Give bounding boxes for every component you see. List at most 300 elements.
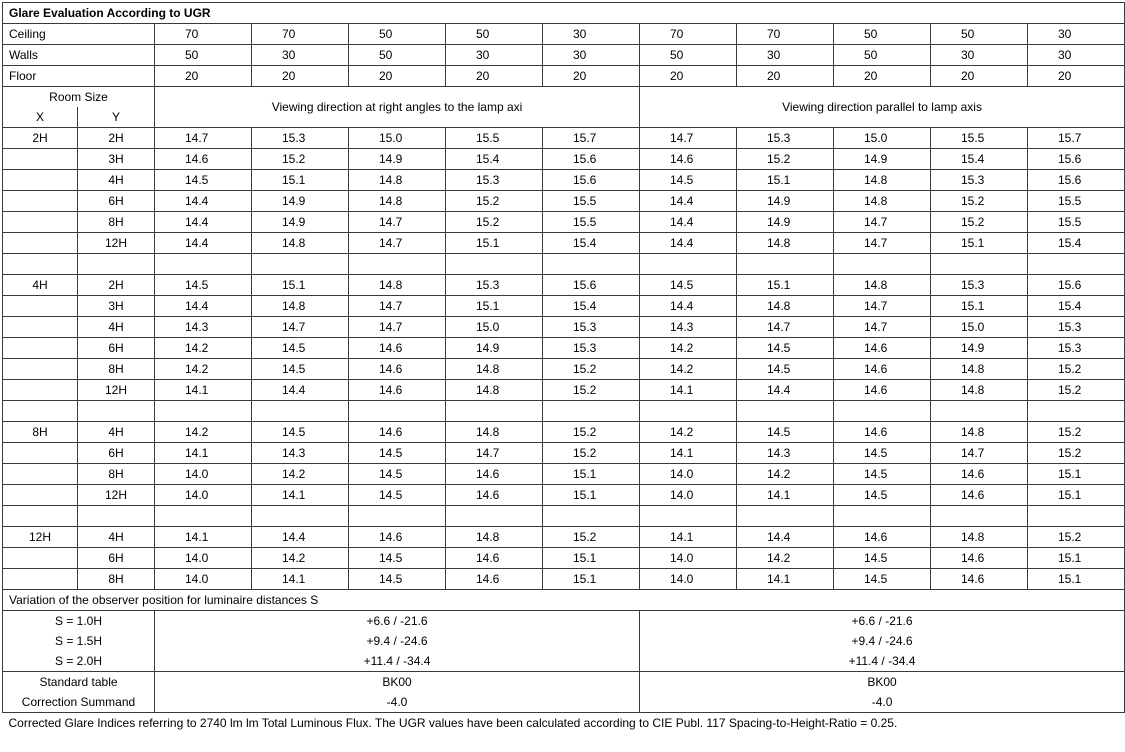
reflectance-cell: 50	[931, 24, 1028, 45]
ugr-value: 14.1	[640, 443, 737, 464]
group-spacer	[3, 401, 1125, 422]
ugr-value: 14.1	[640, 380, 737, 401]
ugr-value: 14.1	[252, 569, 349, 590]
ugr-value: 15.7	[543, 128, 640, 149]
ugr-value: 14.0	[155, 464, 252, 485]
spacer-cell	[834, 506, 931, 527]
ugr-value: 15.2	[543, 422, 640, 443]
ugr-value: 14.3	[640, 317, 737, 338]
ugr-value: 14.6	[349, 380, 446, 401]
variation-label: S = 1.5H	[3, 631, 155, 651]
ugr-value: 14.8	[349, 170, 446, 191]
ugr-table	[2, 2, 1125, 733]
spacer-cell	[931, 254, 1028, 275]
ugr-value: 14.6	[446, 464, 543, 485]
x-value	[3, 149, 78, 170]
x-value	[3, 548, 78, 569]
ugr-value: 14.6	[834, 380, 931, 401]
ugr-value: 15.3	[931, 170, 1028, 191]
ugr-value: 15.6	[1028, 149, 1125, 170]
ugr-report-page	[0, 2, 1082, 752]
ugr-value: 15.1	[543, 485, 640, 506]
ugr-value: 14.5	[640, 170, 737, 191]
x-value	[3, 212, 78, 233]
ugr-value: 14.5	[834, 548, 931, 569]
x-value	[3, 170, 78, 191]
ugr-value: 14.9	[446, 338, 543, 359]
ugr-value: 15.5	[931, 128, 1028, 149]
ugr-value: 14.6	[446, 485, 543, 506]
ugr-value: 14.4	[737, 380, 834, 401]
ugr-value: 14.5	[252, 338, 349, 359]
y-value: 4H	[78, 317, 155, 338]
ugr-value: 14.7	[737, 317, 834, 338]
reflectance-cell: 20	[737, 66, 834, 87]
x-value	[3, 233, 78, 254]
title-row	[3, 3, 1125, 24]
ugr-value: 14.1	[155, 380, 252, 401]
ugr-value: 15.3	[252, 128, 349, 149]
view-direction-perpendicular-header: Viewing direction at right angles to the lamp axi	[155, 87, 640, 128]
reflectance-cell: 50	[155, 45, 252, 66]
ugr-value: 14.7	[931, 443, 1028, 464]
ugr-value: 15.3	[446, 170, 543, 191]
ugr-value: 15.3	[931, 275, 1028, 296]
ugr-value: 15.1	[543, 548, 640, 569]
x-header: X	[3, 107, 78, 128]
spacer-cell	[446, 401, 543, 422]
spacer-cell	[834, 254, 931, 275]
spacer-cell	[543, 401, 640, 422]
reflectance-cell: 50	[349, 24, 446, 45]
ugr-value: 15.5	[543, 191, 640, 212]
table-row	[3, 275, 1125, 296]
ugr-value: 14.5	[252, 359, 349, 380]
spacer-cell	[737, 401, 834, 422]
ugr-value: 14.8	[446, 422, 543, 443]
ugr-value: 14.8	[834, 191, 931, 212]
x-value	[3, 296, 78, 317]
reflectance-cell: 70	[737, 24, 834, 45]
variation-title-row	[3, 590, 1125, 611]
reflectance-cell: 50	[446, 24, 543, 45]
ugr-value: 15.6	[543, 275, 640, 296]
reflectance-cell: 20	[155, 66, 252, 87]
ugr-value: 15.1	[1028, 569, 1125, 590]
ugr-value: 14.4	[252, 380, 349, 401]
x-value	[3, 464, 78, 485]
ugr-value: 14.4	[640, 191, 737, 212]
ugr-value: 15.1	[1028, 548, 1125, 569]
reflectance-row-floor	[3, 66, 1125, 87]
x-value	[3, 359, 78, 380]
ugr-value: 15.2	[543, 380, 640, 401]
ugr-value: 15.1	[543, 569, 640, 590]
ugr-value: 14.8	[349, 275, 446, 296]
reflectance-cell: 20	[252, 66, 349, 87]
ugr-value: 14.7	[349, 233, 446, 254]
ugr-value: 14.4	[155, 191, 252, 212]
ugr-value: 15.2	[446, 191, 543, 212]
reflectance-cell: 70	[252, 24, 349, 45]
ugr-value: 15.3	[1028, 317, 1125, 338]
ugr-value: 14.1	[737, 569, 834, 590]
ugr-value: 14.3	[155, 317, 252, 338]
correction-summand-value-parallel: -4.0	[640, 692, 1125, 713]
ugr-value: 14.4	[155, 233, 252, 254]
ugr-value: 14.1	[252, 485, 349, 506]
ugr-value: 14.4	[640, 212, 737, 233]
ugr-value: 14.7	[155, 128, 252, 149]
spacer-cell	[1028, 401, 1125, 422]
ugr-value: 15.6	[543, 170, 640, 191]
reflectance-cell: 50	[834, 24, 931, 45]
ugr-value: 14.8	[252, 233, 349, 254]
ugr-value: 15.5	[446, 128, 543, 149]
ugr-value: 14.5	[640, 275, 737, 296]
reflectance-cell: 30	[446, 45, 543, 66]
spacer-cell	[349, 254, 446, 275]
reflectance-label-floor: Floor	[3, 66, 155, 87]
ugr-value: 14.5	[349, 443, 446, 464]
ugr-value: 15.1	[252, 275, 349, 296]
spacer-cell	[1028, 254, 1125, 275]
ugr-value: 14.9	[349, 149, 446, 170]
standard-table-label: Standard table	[3, 672, 155, 693]
spacer-cell	[737, 506, 834, 527]
reflectance-cell: 20	[1028, 66, 1125, 87]
ugr-value: 15.1	[737, 170, 834, 191]
table-row	[3, 464, 1125, 485]
ugr-value: 14.6	[446, 569, 543, 590]
table-row	[3, 212, 1125, 233]
group-spacer	[3, 506, 1125, 527]
y-value: 6H	[78, 338, 155, 359]
ugr-value: 14.5	[834, 569, 931, 590]
ugr-value: 14.9	[252, 212, 349, 233]
ugr-value: 14.4	[737, 527, 834, 548]
ugr-value: 15.4	[931, 149, 1028, 170]
table-row	[3, 569, 1125, 590]
ugr-value: 14.9	[737, 191, 834, 212]
variation-row	[3, 611, 1125, 632]
ugr-value: 14.7	[349, 317, 446, 338]
ugr-value: 14.7	[349, 212, 446, 233]
variation-perpendicular-value: +11.4 / -34.4	[155, 651, 640, 672]
ugr-value: 14.8	[446, 380, 543, 401]
y-value: 4H	[78, 527, 155, 548]
y-value: 4H	[78, 170, 155, 191]
ugr-value: 15.3	[543, 338, 640, 359]
ugr-value: 14.0	[640, 464, 737, 485]
ugr-value: 14.6	[349, 359, 446, 380]
ugr-value: 14.5	[834, 443, 931, 464]
y-value: 12H	[78, 233, 155, 254]
correction-summand-label: Correction Summand	[3, 692, 155, 713]
ugr-value: 15.1	[543, 464, 640, 485]
spacer-cell	[3, 254, 78, 275]
ugr-value: 15.2	[543, 359, 640, 380]
ugr-value: 14.9	[931, 338, 1028, 359]
table-row	[3, 338, 1125, 359]
ugr-value: 14.6	[931, 485, 1028, 506]
ugr-value: 15.4	[543, 296, 640, 317]
ugr-value: 14.6	[931, 569, 1028, 590]
x-value: 2H	[3, 128, 78, 149]
reflectance-cell: 30	[737, 45, 834, 66]
ugr-value: 14.8	[349, 191, 446, 212]
spacer-cell	[446, 254, 543, 275]
room-size-header: Room Size	[3, 87, 155, 108]
ugr-value: 14.3	[252, 443, 349, 464]
variation-row	[3, 651, 1125, 672]
ugr-value: 14.3	[737, 443, 834, 464]
ugr-value: 15.3	[737, 128, 834, 149]
ugr-value: 15.4	[1028, 233, 1125, 254]
ugr-value: 14.5	[834, 464, 931, 485]
y-value: 12H	[78, 380, 155, 401]
variation-perpendicular-value: +9.4 / -24.6	[155, 631, 640, 651]
variation-row	[3, 631, 1125, 651]
ugr-value: 14.0	[155, 485, 252, 506]
ugr-value: 14.5	[155, 275, 252, 296]
ugr-value: 14.2	[155, 422, 252, 443]
x-value	[3, 338, 78, 359]
ugr-value: 14.6	[931, 548, 1028, 569]
reflectance-cell: 30	[252, 45, 349, 66]
ugr-value: 15.2	[1028, 359, 1125, 380]
ugr-value: 14.5	[349, 485, 446, 506]
ugr-value: 15.7	[1028, 128, 1125, 149]
ugr-value: 14.2	[640, 422, 737, 443]
ugr-value: 14.7	[252, 317, 349, 338]
ugr-value: 15.1	[1028, 464, 1125, 485]
ugr-value: 15.2	[446, 212, 543, 233]
reflectance-cell: 30	[1028, 45, 1125, 66]
ugr-value: 14.5	[349, 464, 446, 485]
ugr-value: 14.7	[834, 317, 931, 338]
ugr-value: 14.6	[155, 149, 252, 170]
spacer-cell	[640, 254, 737, 275]
spacer-cell	[349, 506, 446, 527]
ugr-value: 15.0	[446, 317, 543, 338]
reflectance-cell: 30	[543, 45, 640, 66]
y-value: 2H	[78, 275, 155, 296]
footnote-text: Corrected Glare Indices referring to 2740 lm lm Total Luminous Flux. The UGR values have been calculated according to CIE Publ. 117 Spacing-to-Height-Ratio = 0.25.	[8, 716, 898, 730]
y-value: 8H	[78, 464, 155, 485]
x-value: 12H	[3, 527, 78, 548]
x-value: 8H	[3, 422, 78, 443]
correction-summand-value-perpendicular: -4.0	[155, 692, 640, 713]
variation-parallel-value: +11.4 / -34.4	[640, 651, 1125, 672]
ugr-value: 14.6	[446, 548, 543, 569]
spacer-cell	[155, 254, 252, 275]
ugr-value: 15.6	[1028, 275, 1125, 296]
variation-label: S = 1.0H	[3, 611, 155, 632]
ugr-value: 14.7	[640, 128, 737, 149]
table-row	[3, 443, 1125, 464]
ugr-value: 14.0	[155, 548, 252, 569]
ugr-value: 15.3	[543, 317, 640, 338]
reflectance-cell: 50	[834, 45, 931, 66]
table-row	[3, 380, 1125, 401]
y-value: 8H	[78, 569, 155, 590]
table-row	[3, 548, 1125, 569]
ugr-value: 14.5	[737, 359, 834, 380]
ugr-value: 14.8	[931, 422, 1028, 443]
ugr-value: 14.8	[834, 275, 931, 296]
y-value: 4H	[78, 422, 155, 443]
spacer-cell	[640, 401, 737, 422]
ugr-value: 15.4	[1028, 296, 1125, 317]
reflectance-cell: 30	[931, 45, 1028, 66]
ugr-value: 14.8	[446, 359, 543, 380]
ugr-value: 14.5	[349, 569, 446, 590]
ugr-value: 14.1	[640, 527, 737, 548]
spacer-cell	[931, 401, 1028, 422]
y-value: 8H	[78, 212, 155, 233]
ugr-value: 15.1	[252, 170, 349, 191]
reflectance-row-ceiling	[3, 24, 1125, 45]
reflectance-label-walls: Walls	[3, 45, 155, 66]
x-value	[3, 485, 78, 506]
ugr-value: 14.9	[834, 149, 931, 170]
ugr-value: 15.2	[1028, 527, 1125, 548]
ugr-value: 14.5	[834, 485, 931, 506]
ugr-value: 14.8	[931, 527, 1028, 548]
y-value: 6H	[78, 443, 155, 464]
ugr-value: 14.6	[834, 527, 931, 548]
table-row	[3, 233, 1125, 254]
header-roomsize-row	[3, 87, 1125, 108]
variation-parallel-value: +9.4 / -24.6	[640, 631, 1125, 651]
page-title: Glare Evaluation According to UGR	[3, 3, 1125, 24]
ugr-value: 14.1	[155, 527, 252, 548]
ugr-value: 14.8	[834, 170, 931, 191]
table-row	[3, 317, 1125, 338]
spacer-cell	[252, 254, 349, 275]
reflectance-cell: 20	[543, 66, 640, 87]
ugr-value: 14.8	[446, 527, 543, 548]
view-direction-parallel-header: Viewing direction parallel to lamp axis	[640, 87, 1125, 128]
ugr-value: 14.6	[349, 338, 446, 359]
ugr-value: 15.3	[1028, 338, 1125, 359]
ugr-value: 14.4	[640, 233, 737, 254]
ugr-value: 14.9	[737, 212, 834, 233]
table-row	[3, 296, 1125, 317]
ugr-value: 14.7	[834, 212, 931, 233]
table-row	[3, 527, 1125, 548]
ugr-value: 15.2	[931, 191, 1028, 212]
reflectance-cell: 70	[155, 24, 252, 45]
standard-table-row	[3, 672, 1125, 693]
ugr-value: 15.6	[1028, 170, 1125, 191]
reflectance-cell: 50	[640, 45, 737, 66]
reflectance-cell: 70	[640, 24, 737, 45]
ugr-value: 14.2	[155, 359, 252, 380]
ugr-value: 14.2	[640, 359, 737, 380]
ugr-value: 14.7	[446, 443, 543, 464]
correction-summand-row	[3, 692, 1125, 713]
y-value: 8H	[78, 359, 155, 380]
spacer-cell	[252, 401, 349, 422]
ugr-value: 15.5	[543, 212, 640, 233]
ugr-value: 15.0	[931, 317, 1028, 338]
y-value: 12H	[78, 485, 155, 506]
ugr-value: 14.1	[737, 485, 834, 506]
ugr-value: 14.5	[737, 338, 834, 359]
ugr-value: 14.4	[640, 296, 737, 317]
spacer-cell	[3, 506, 78, 527]
spacer-cell	[349, 401, 446, 422]
ugr-value: 14.4	[155, 296, 252, 317]
ugr-value: 15.2	[1028, 443, 1125, 464]
ugr-value: 14.5	[155, 170, 252, 191]
ugr-value: 14.7	[834, 233, 931, 254]
spacer-cell	[252, 506, 349, 527]
x-value	[3, 569, 78, 590]
y-value: 6H	[78, 548, 155, 569]
ugr-value: 14.1	[155, 443, 252, 464]
table-row	[3, 422, 1125, 443]
reflectance-label-ceiling: Ceiling	[3, 24, 155, 45]
ugr-value: 14.8	[931, 359, 1028, 380]
ugr-value: 14.5	[252, 422, 349, 443]
ugr-value: 14.2	[252, 548, 349, 569]
ugr-value: 15.2	[252, 149, 349, 170]
spacer-cell	[78, 254, 155, 275]
ugr-value: 14.0	[155, 569, 252, 590]
table-row	[3, 128, 1125, 149]
ugr-value: 15.2	[1028, 422, 1125, 443]
spacer-cell	[737, 254, 834, 275]
spacer-cell	[155, 506, 252, 527]
ugr-value: 15.5	[1028, 212, 1125, 233]
reflectance-cell: 20	[446, 66, 543, 87]
reflectance-cell: 30	[543, 24, 640, 45]
reflectance-cell: 50	[349, 45, 446, 66]
y-header: Y	[78, 107, 155, 128]
footnote-row	[3, 713, 1125, 734]
ugr-value: 15.0	[834, 128, 931, 149]
spacer-cell	[446, 506, 543, 527]
ugr-value: 15.0	[349, 128, 446, 149]
x-value	[3, 317, 78, 338]
spacer-cell	[543, 506, 640, 527]
table-row	[3, 359, 1125, 380]
spacer-cell	[155, 401, 252, 422]
y-value: 6H	[78, 191, 155, 212]
reflectance-cell: 20	[640, 66, 737, 87]
table-row	[3, 149, 1125, 170]
ugr-value: 15.3	[446, 275, 543, 296]
ugr-value: 14.2	[737, 548, 834, 569]
ugr-value: 14.8	[931, 380, 1028, 401]
ugr-value: 15.4	[543, 233, 640, 254]
spacer-cell	[931, 506, 1028, 527]
reflectance-cell: 30	[1028, 24, 1125, 45]
ugr-value: 14.0	[640, 485, 737, 506]
reflectance-cell: 20	[834, 66, 931, 87]
ugr-value: 14.5	[349, 548, 446, 569]
ugr-value: 14.8	[737, 233, 834, 254]
reflectance-cell: 20	[931, 66, 1028, 87]
ugr-value: 15.1	[931, 296, 1028, 317]
ugr-value: 15.1	[1028, 485, 1125, 506]
ugr-value: 15.2	[1028, 380, 1125, 401]
table-row	[3, 191, 1125, 212]
x-value	[3, 191, 78, 212]
